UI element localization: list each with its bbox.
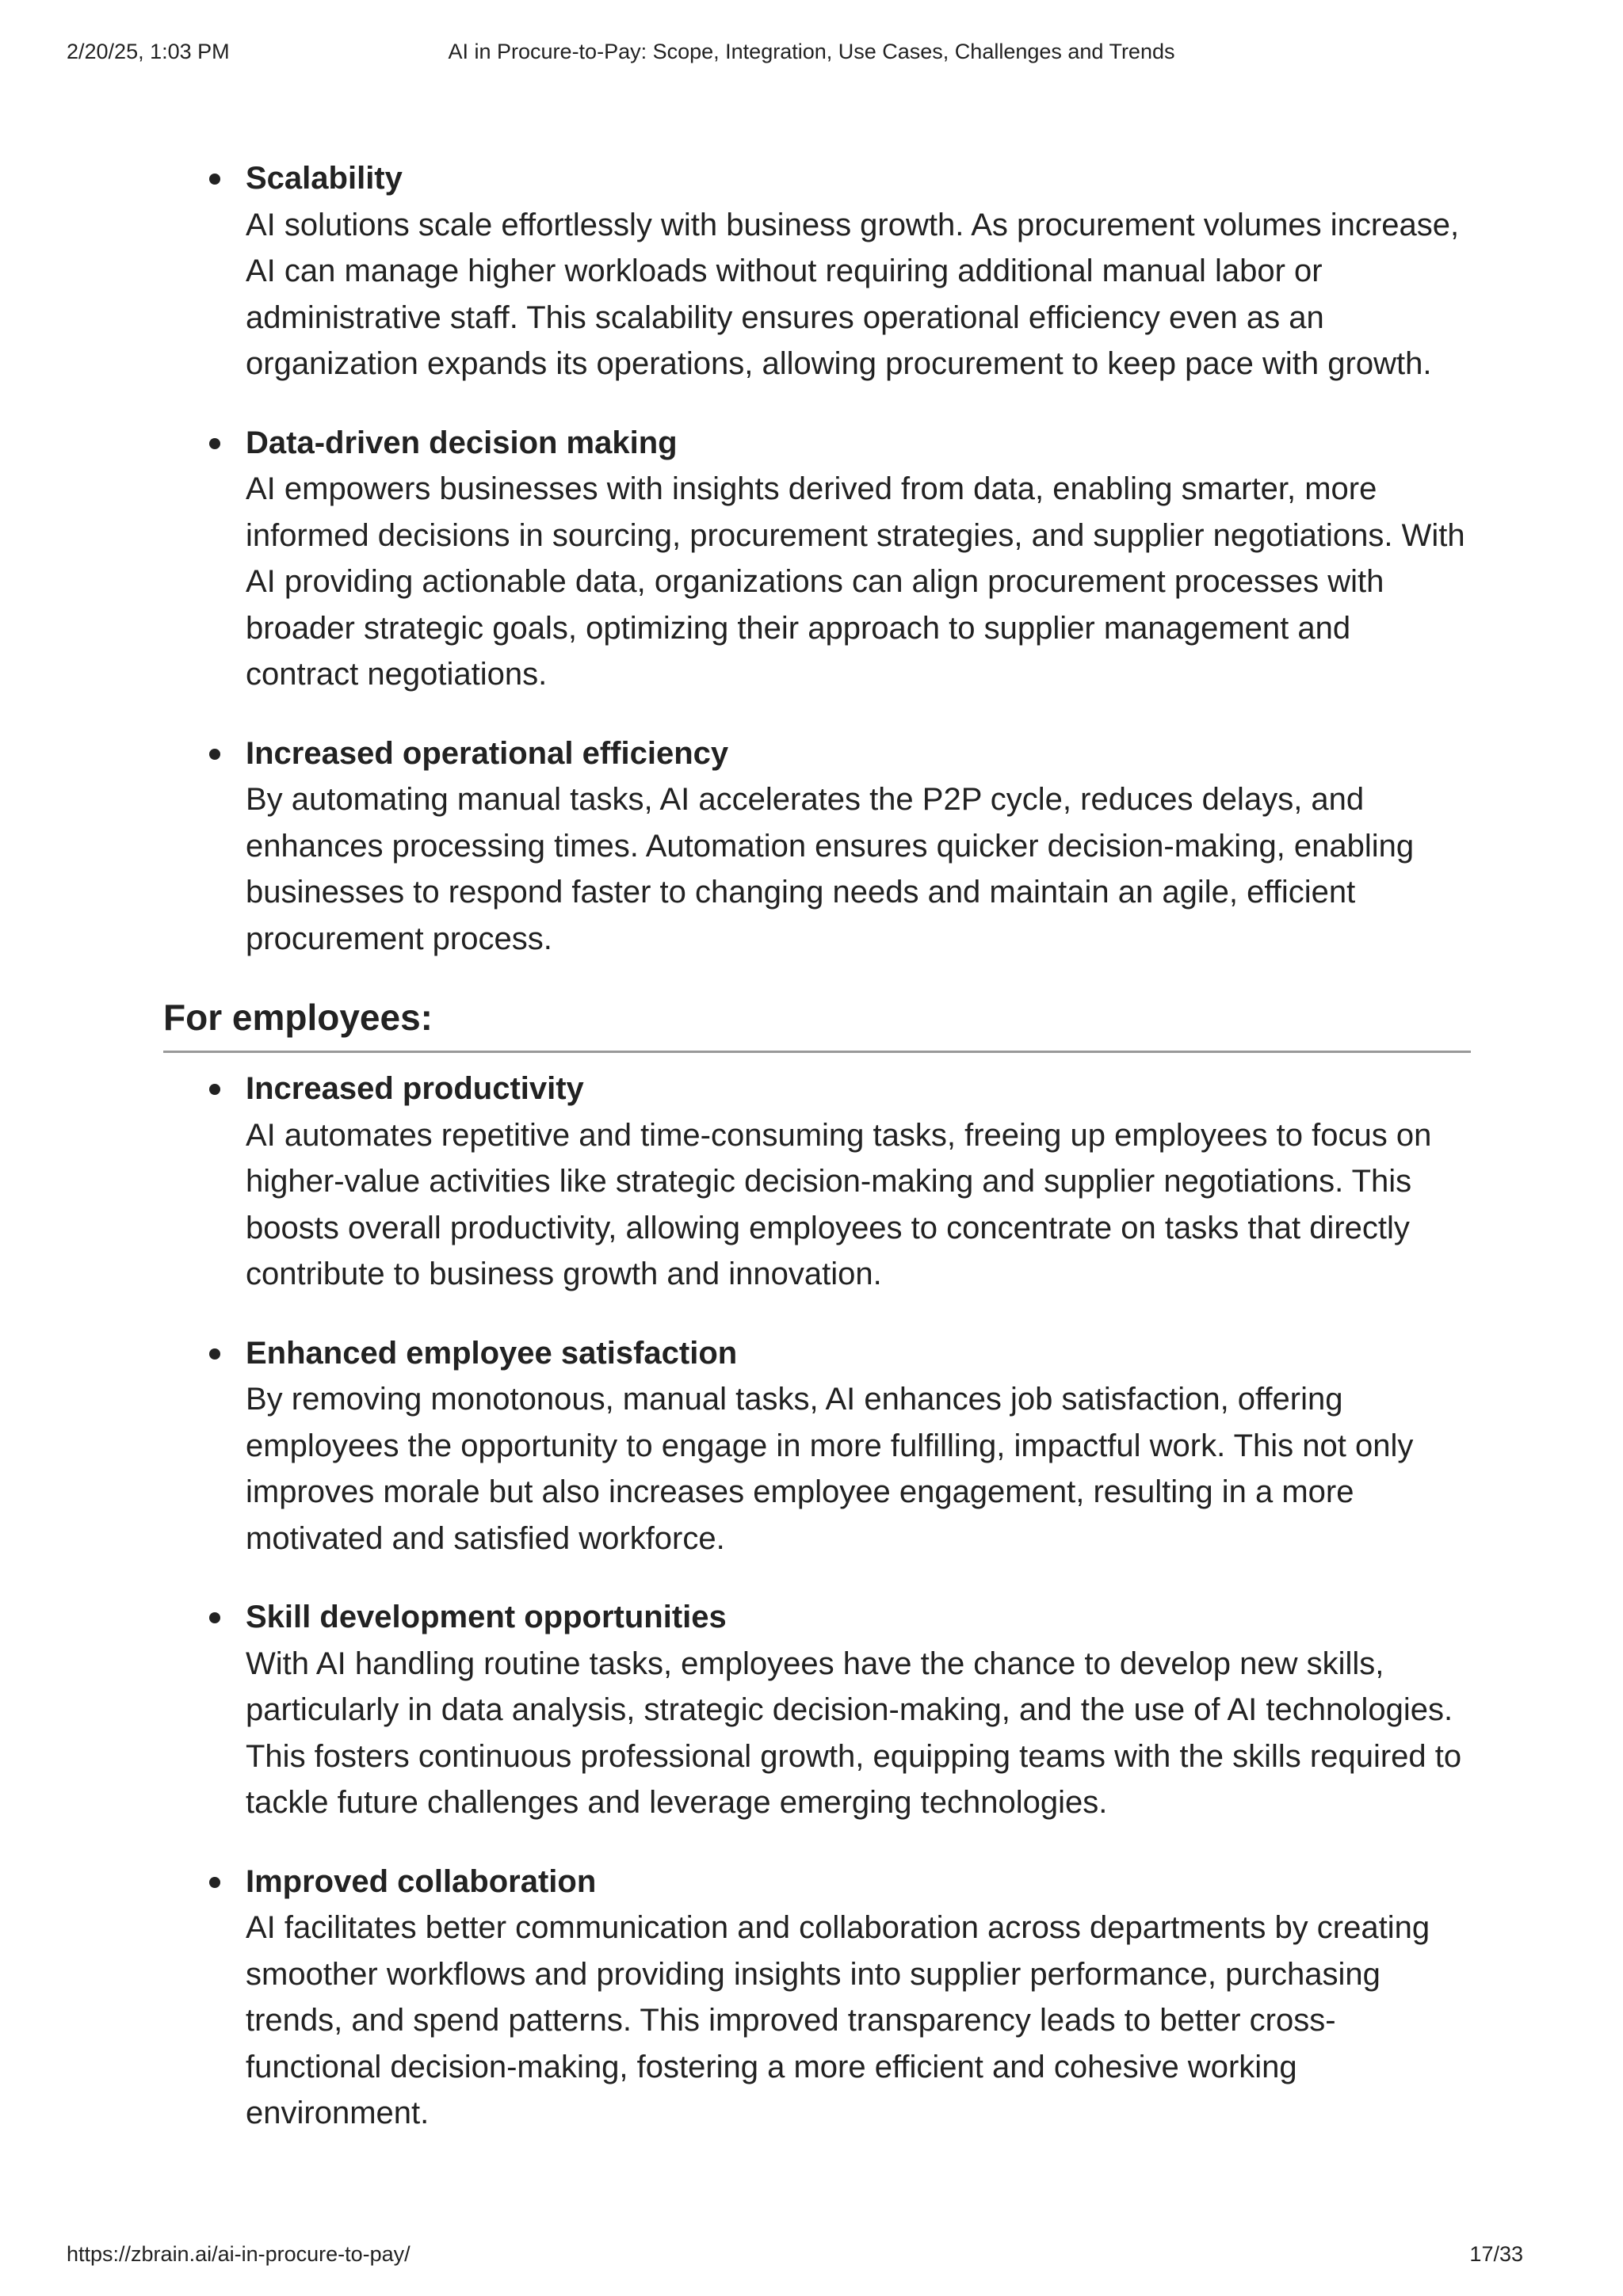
page-number: 17/33: [1469, 2242, 1523, 2266]
print-header: [0, 40, 1623, 71]
benefit-title: Improved collaboration: [246, 1863, 597, 1899]
benefit-title: Skill development opportunities: [246, 1600, 727, 1634]
benefit-description: AI facilitates better communication and collaboration across departments by creating smoother workflows and providing insights into supplier performance, purchasing trends, and spend patterns. This improved transparency leads to better cross-functional decision-making, fostering a more efficient and cohesive working environment.: [246, 1910, 1430, 2130]
bullet-icon: [209, 174, 220, 185]
benefit-description: AI solutions scale effortlessly with business growth. As procurement volumes increase, AI can manage higher workloads without requiring additional manual labor or administrative staff. This scalability ensures operational efficiency even as an organization expands its operations, allowing procurement to keep pace with growth.: [246, 207, 1460, 381]
benefit-title: Scalability: [246, 161, 403, 196]
list-item: [163, 1859, 1471, 2137]
benefit-title: Data-driven decision making: [246, 425, 678, 460]
print-datetime: 2/20/25, 1:03 PM: [67, 40, 230, 63]
business-benefits-list: [163, 155, 1471, 962]
benefit-description: AI automates repetitive and time-consuming tasks, freeing up employees to focus on higher-value activities like strategic decision-making and supplier negotiations. This boosts overall productivity, allowing employees to concentrate on tasks that directly contribute to business growth and innovation.: [246, 1117, 1432, 1291]
benefit-description: AI empowers businesses with insights derived from data, enabling smarter, more informed decisions in sourcing, procurement strategies, and supplier negotiations. With AI providing actionable data, organizations can align procurement processes with broader strategic goals, optimizing their approach to supplier management and contract negotiations.: [246, 471, 1465, 692]
bullet-icon: [209, 1084, 220, 1095]
article-content: [163, 155, 1471, 2137]
bullet-icon: [209, 1348, 220, 1360]
list-item: [163, 420, 1471, 698]
print-footer: [0, 2242, 1623, 2274]
list-item: [163, 1066, 1471, 1298]
employee-benefits-list: [163, 1066, 1471, 2137]
print-page-title: AI in Procure-to-Pay: Scope, Integration, Use Cases, Challenges and Trends: [448, 40, 1175, 63]
list-item: [163, 1594, 1471, 1826]
benefit-description: With AI handling routine tasks, employees have the chance to develop new skills, particularly in data analysis, strategic decision-making, and the use of AI technologies. This fosters continuous professional growth, equipping teams with the skills required to tackle future challenges and leverage emerging technologies.: [246, 1646, 1462, 1820]
list-item: [163, 155, 1471, 387]
benefit-title: Enhanced employee satisfaction: [246, 1335, 738, 1371]
page-url: https://zbrain.ai/ai-in-procure-to-pay/: [67, 2242, 411, 2266]
list-item: [163, 1330, 1471, 1562]
bullet-icon: [209, 749, 220, 760]
bullet-icon: [209, 1877, 220, 1888]
bullet-icon: [209, 438, 220, 449]
benefit-title: Increased productivity: [246, 1071, 584, 1106]
benefit-description: By automating manual tasks, AI accelerates the P2P cycle, reduces delays, and enhances processing times. Automation ensures quicker decision-making, enabling businesses to respond faster to changing needs and maintain an agile, efficient procurement process.: [246, 782, 1415, 956]
section-heading-employees: For employees:: [163, 995, 1471, 1053]
list-item: [163, 730, 1471, 963]
benefit-title: Increased operational efficiency: [246, 735, 729, 771]
benefit-description: By removing monotonous, manual tasks, AI enhances job satisfaction, offering employees the opportunity to engage in more fulfilling, impactful work. This not only improves morale but also increases employee engagement, resulting in a more motivated and satisfied workforce.: [246, 1382, 1414, 1556]
bullet-icon: [209, 1612, 220, 1623]
